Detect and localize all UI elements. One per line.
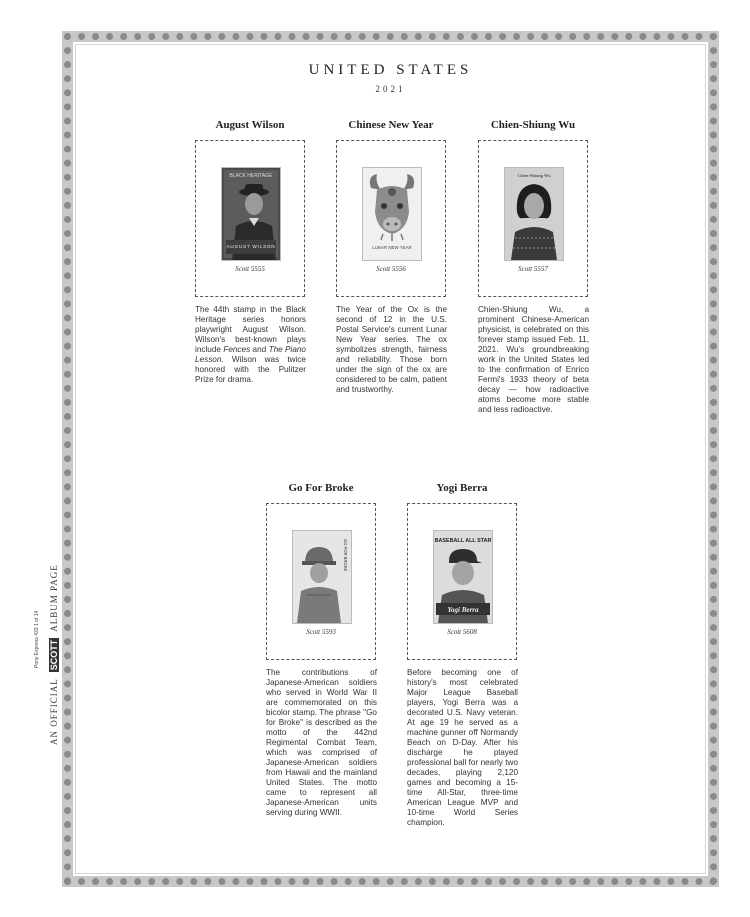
stamp-description: Chien-Shiung Wu, a prominent Chinese-American physicist, is celebrated on this forever stamp issued Feb. 11, 2021. Wu's groundbreaking work in the United States led to the confirmation of Enrico Fermi's 1933 theory of beta decay — how radioactive atoms become more stable and less radioactive. xyxy=(478,305,589,414)
stamp-mount xyxy=(407,503,517,660)
scott-number: Scott 5557 xyxy=(518,265,548,273)
page-number-caption: Pony Express 433 1 of 14 xyxy=(34,610,40,668)
stamp-caption-bottom: AUGUST WILSON xyxy=(226,244,276,249)
stamp-mount xyxy=(336,140,446,297)
stamp-caption-bottom: Yogi Berra xyxy=(447,606,479,614)
stamp-title: Chien-Shiung Wu xyxy=(490,119,576,131)
stamp-caption-top: BASEBALL ALL STAR xyxy=(434,538,492,544)
stamp-image-yogi-berra xyxy=(433,530,493,624)
page-year: 2021 xyxy=(375,84,406,94)
scott-number: Scott 5608 xyxy=(447,628,477,636)
portrait-icon xyxy=(505,168,563,260)
stamp-mount xyxy=(266,503,376,660)
stamp-image-chinese-new-year xyxy=(362,167,422,261)
stamp-caption-bottom: LUNAR NEW YEAR xyxy=(372,245,412,250)
ox-icon xyxy=(363,168,421,260)
stamp-title: Yogi Berra xyxy=(436,482,488,494)
stamp-caption-top: BLACK HERITAGE xyxy=(229,173,273,179)
stamp-mount xyxy=(195,140,305,297)
stamp-title: Chinese New Year xyxy=(348,119,434,131)
stamp-caption-top: Chien-Shiung Wu xyxy=(517,173,551,178)
stamp-image-august-wilson xyxy=(221,167,281,261)
page-title: UNITED STATES xyxy=(308,62,473,78)
caption-prefix: AN OFFICIAL xyxy=(49,678,59,745)
stamp-title: Go For Broke xyxy=(288,482,354,494)
stamp-image-go-for-broke xyxy=(292,530,352,624)
scott-number: Scott 5593 xyxy=(306,628,336,636)
stamp-title: August Wilson xyxy=(215,119,285,131)
stamp-mount xyxy=(478,140,588,297)
caption-suffix: ALBUM PAGE xyxy=(49,564,59,632)
stamp-description: Before becoming one of history's most celebrated Major League Baseball players, Yogi Berra was a decorated U.S. Navy veteran. At age 19 he served as a machine gunner off Normandy Beach on D-Day. After his discharge he played professional ball for nearly two decades, playing 2,120 games and becoming a 15-time All-Star, three-time American League MVP and 10-time World Series champion. xyxy=(407,668,518,827)
stamp-caption-side: GO FOR BROKE xyxy=(343,539,348,572)
stamp-description: The Year of the Ox is the second of 12 in the U.S. Postal Service's current Lunar New Year series. The ox symbolizes strength, fairness and reliability. Those born under the sign of the ox are considered to be calm, patient and trustworthy. xyxy=(336,305,447,394)
portrait-icon xyxy=(222,168,280,260)
stamp-description: The contributions of Japanese-American soldiers who served in World War II are commemorated on this bicolor stamp. The phrase "Go for Broke" is described as the motto of the 442nd Regimental Combat Team, which was comprised of Japanese-American soldiers from Hawaii and the mainland United States. The motto came to represent all Japanese-American units serving during WWII. xyxy=(266,668,377,817)
official-album-caption xyxy=(49,564,59,745)
baseball-player-icon xyxy=(434,531,492,623)
stamp-description: The 44th stamp in the Black Heritage series honors playwright August Wilson. Wilson's best-known plays include Fences and The Piano Lesson. Wilson was twice honored with the Pulitzer Prize for drama. xyxy=(195,305,306,384)
scott-number: Scott 5555 xyxy=(235,265,265,273)
scott-logo: SCOTT xyxy=(49,639,59,671)
stamp-image-chien-shiung-wu xyxy=(504,167,564,261)
soldier-icon xyxy=(293,531,351,623)
scott-number: Scott 5556 xyxy=(376,265,406,273)
